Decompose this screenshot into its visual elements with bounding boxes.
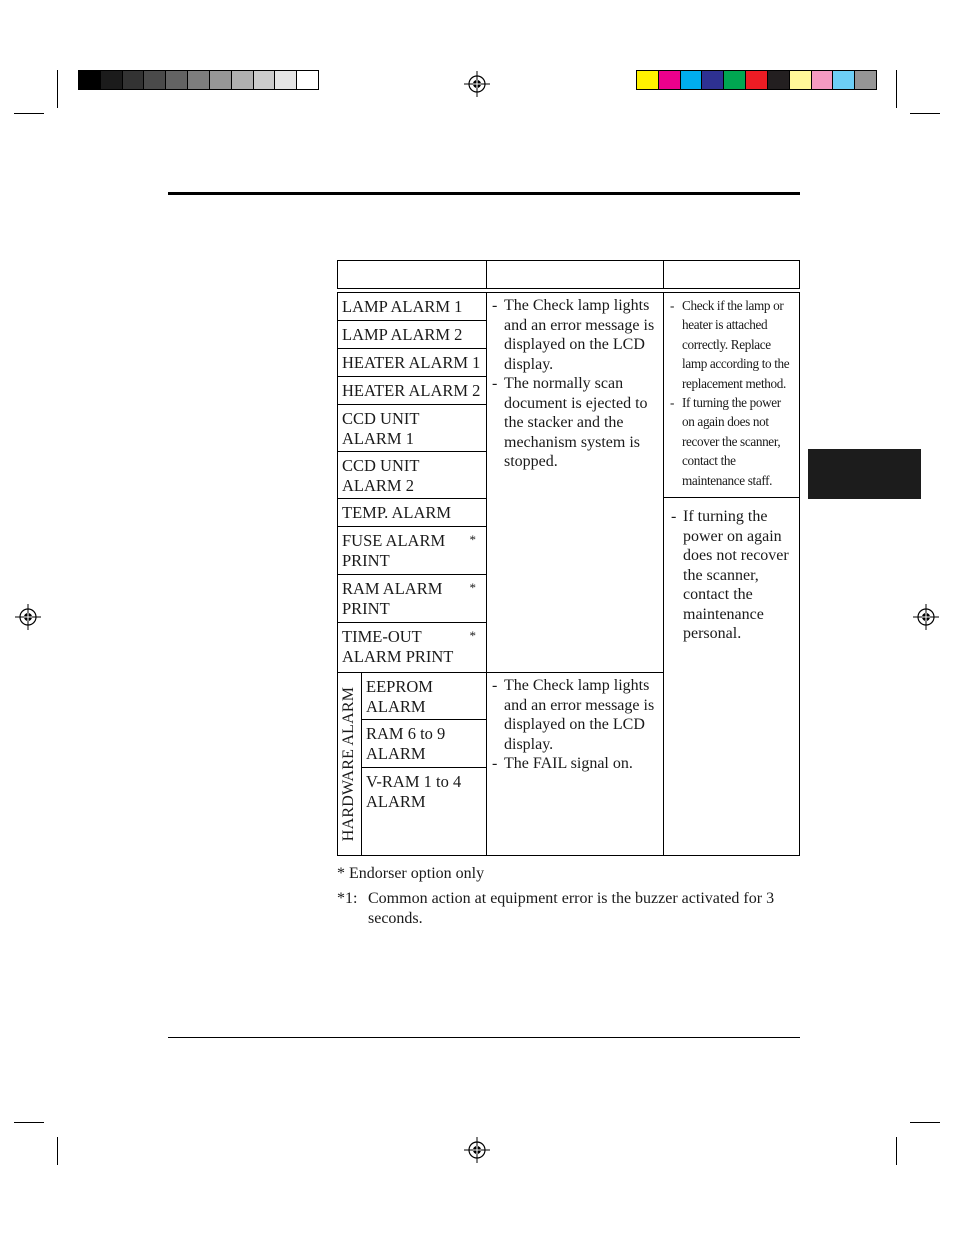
alarm-name-cell: CCD UNIT ALARM 1 bbox=[337, 404, 487, 452]
color-swatch bbox=[275, 71, 297, 89]
action-cell bbox=[663, 292, 800, 498]
alarm-name-cell: LAMP ALARM 2 bbox=[337, 320, 487, 349]
alarm-name-cell: CCD UNIT ALARM 2 bbox=[337, 451, 487, 499]
action-cell bbox=[663, 497, 800, 856]
endorser-marker: * bbox=[469, 532, 476, 547]
action-item: - Check if the lamp or heater is attached correctly. Replace lamp according to the replacement method. bbox=[669, 296, 796, 393]
description-item: - The Check lamp lights and an error message is displayed on the LCD display. bbox=[491, 296, 659, 374]
action-item: - If turning the power on again does not recover the scanner, contact the maintenance staff. bbox=[669, 393, 796, 490]
description-cell bbox=[486, 292, 664, 673]
color-swatch bbox=[188, 71, 210, 89]
color-swatch bbox=[746, 71, 768, 89]
footnote-number: *1: bbox=[337, 890, 358, 907]
alarm-name-cell: TEMP. ALARM bbox=[337, 498, 487, 527]
buzzer-footnote bbox=[337, 889, 800, 929]
color-swatch bbox=[144, 71, 166, 89]
color-swatch bbox=[833, 71, 855, 89]
color-swatch bbox=[812, 71, 834, 89]
color-swatch bbox=[232, 71, 254, 89]
alarm-table bbox=[337, 260, 800, 856]
endorser-marker: * bbox=[469, 628, 476, 643]
color-swatch bbox=[210, 71, 232, 89]
alarm-name-cell: RAM 6 to 9 ALARM bbox=[361, 719, 487, 768]
alarm-name-cell: LAMP ALARM 1 bbox=[337, 292, 487, 321]
alarm-name-cell: TIME-OUT ALARM PRINT * bbox=[337, 622, 487, 673]
alarm-name-cell: FUSE ALARM PRINT * bbox=[337, 526, 487, 575]
description-item: - The FAIL signal on. bbox=[491, 754, 659, 774]
registration-target-icon bbox=[464, 71, 490, 97]
color-swatch bbox=[790, 71, 812, 89]
color-swatch bbox=[79, 71, 101, 89]
header-cell bbox=[337, 260, 487, 289]
alarm-name-cell: RAM ALARM PRINT * bbox=[337, 574, 487, 623]
color-swatch bbox=[254, 71, 276, 89]
color-swatch bbox=[855, 71, 876, 89]
header-cell bbox=[486, 260, 664, 289]
alarm-name-cell: HEATER ALARM 2 bbox=[337, 376, 487, 405]
color-swatch bbox=[702, 71, 724, 89]
color-swatch bbox=[768, 71, 790, 89]
description-item: - The normally scan document is ejected to the stacker and the mechanism system is stopped. bbox=[491, 374, 659, 472]
color-swatch bbox=[681, 71, 703, 89]
registration-target-icon bbox=[464, 1137, 490, 1163]
description-cell bbox=[486, 672, 664, 856]
alarm-name-cell: V-RAM 1 to 4 ALARM bbox=[361, 767, 487, 856]
header-rule bbox=[168, 192, 800, 195]
color-swatch bbox=[166, 71, 188, 89]
footer-rule bbox=[168, 1037, 800, 1038]
footnote-text: Common action at equipment error is the buzzer activated for 3 seconds. bbox=[368, 890, 775, 927]
color-swatch bbox=[659, 71, 681, 89]
alarm-name-cell: HEATER ALARM 1 bbox=[337, 348, 487, 377]
chapter-tab bbox=[808, 449, 921, 499]
registration-target-icon bbox=[913, 604, 939, 630]
color-swatch bbox=[637, 71, 659, 89]
action-item: - If turning the power on again does not recover the scanner, contact the maintenance personal. bbox=[670, 507, 795, 644]
description-item: - The Check lamp lights and an error message is displayed on the LCD display. bbox=[491, 676, 659, 754]
alarm-name-cell: EEPROM ALARM bbox=[361, 672, 487, 720]
endorser-marker: * bbox=[469, 580, 476, 595]
color-swatch bbox=[101, 71, 123, 89]
endorser-footnote: * Endorser option only bbox=[337, 865, 485, 882]
registration-target-icon bbox=[15, 604, 41, 630]
hardware-alarm-group-label: HARDWARE ALARM bbox=[337, 672, 362, 856]
color-swatch bbox=[123, 71, 145, 89]
color-swatch bbox=[724, 71, 746, 89]
color-swatch bbox=[297, 71, 318, 89]
header-cell bbox=[663, 260, 800, 289]
grayscale-bar bbox=[78, 70, 319, 90]
process-color-bar bbox=[636, 70, 877, 90]
